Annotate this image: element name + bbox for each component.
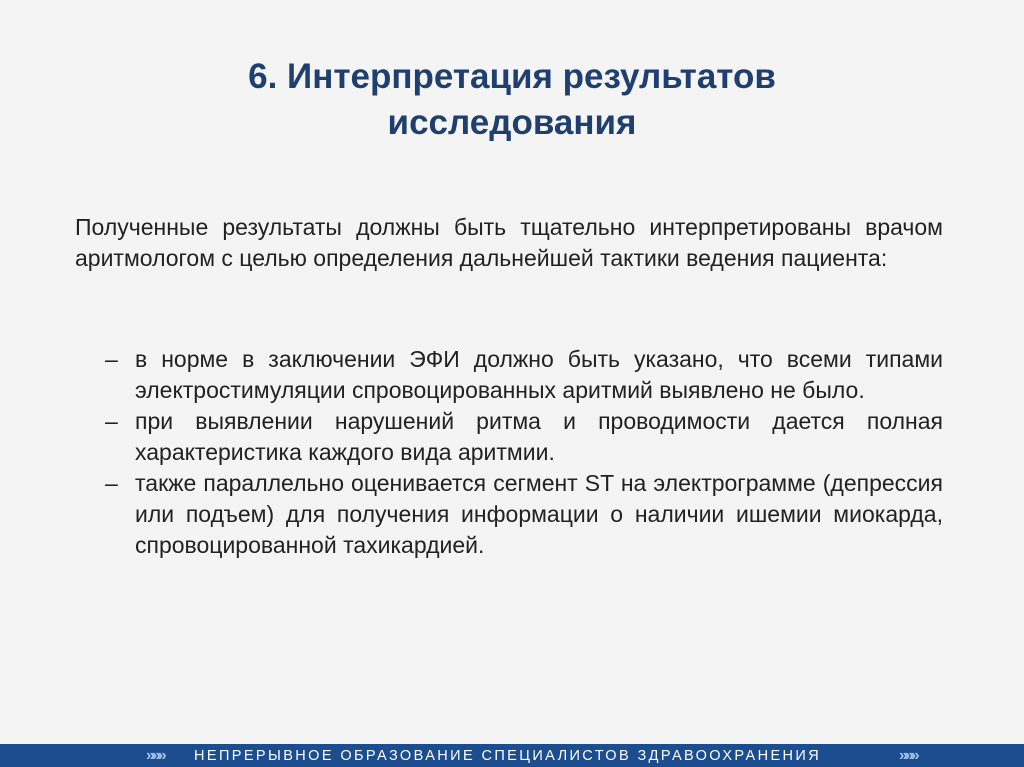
slide-title-line-1: 6. Интерпретация результатов [248,57,776,96]
footer-chevron-left-icon: »»» [146,747,164,764]
bullet-list [75,344,943,561]
bullet-marker: – [105,408,118,434]
footer-chevron-right-icon: »»» [899,747,917,764]
bullet-marker: – [105,346,118,372]
slide-title-line-2: исследования [387,103,637,142]
bullet-marker: – [105,470,118,496]
bullet-text: в норме в заключении ЭФИ должно быть указано, что всеми типами электростимуляции спровоцированных аритмий выявлено не было. [135,346,943,403]
bullet-text: также параллельно оценивается сегмент ST на электрограмме (депрессия или подъем) для получения информации о наличии ишемии миокарда, спровоцированной тахикардией. [135,470,943,558]
footer-bar [0,744,1024,767]
intro-paragraph: Полученные результаты должны быть тщательно интерпретированы врачом аритмологом с целью определения дальнейшей тактики ведения пациента: [75,214,943,271]
bullet-item [75,406,943,468]
slide-title [0,54,1024,146]
footer-text: НЕПРЕРЫВНОЕ ОБРАЗОВАНИЕ СПЕЦИАЛИСТОВ ЗДРАВООХРАНЕНИЯ [194,748,822,764]
bullet-text: при выявлении нарушений ритма и проводимости дается полная характеристика каждого вида аритмии. [135,408,943,465]
bullet-item [75,468,943,561]
bullet-item [75,344,943,406]
